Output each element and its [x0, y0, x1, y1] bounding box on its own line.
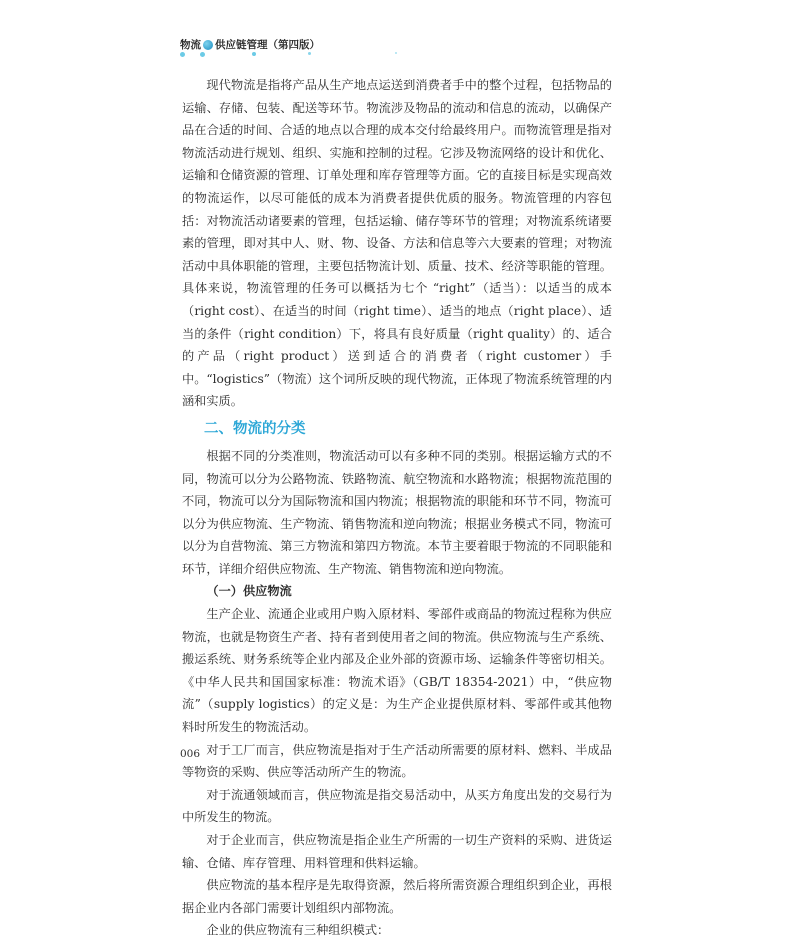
- section-heading: 二、物流的分类: [204, 420, 306, 437]
- subsection-paragraph: 对于工厂而言，供应物流是指对于生产活动所需要的原材料、燃料、半成品等物资的采购、供应等活动所产生的物流。: [182, 742, 612, 780]
- dot-icon: [308, 52, 311, 55]
- subsection-heading: （一）供应物流: [206, 584, 292, 599]
- globe-icon: [203, 40, 213, 50]
- dot-icon: [180, 52, 185, 57]
- running-head-part1: 物流: [180, 39, 201, 51]
- subsection-paragraph: 生产企业、流通企业或用户购入原材料、零部件或商品的物流过程称为供应物流，也就是物资生产者、持有者到使用者之间的物流。供应物流与生产系统、搬运系统、财务系统等企业内部及企业外部的资源市场、运输条件等密切相关。《中华人民共和国国家标准：物流术语》（GB/T 18354-2021）中，“供应物流”（supply logistics）的定义是：为生产企业提供原材料、零部件或其他物料时所发生的物流活动。: [182, 607, 612, 735]
- dot-icon: [252, 52, 256, 56]
- section-paragraph: 根据不同的分类准则，物流活动可以有多种不同的类别。根据运输方式的不同，物流可以分为公路物流、铁路物流、航空物流和水路物流；根据物流范围的不同，物流可以分为国际物流和国内物流；根据物流的职能和环节不同，物流可以分为供应物流、生产物流、销售物流和逆向物流；根据业务模式不同，物流可以分为自营物流、第三方物流和第四方物流。本节主要着眼于物流的不同职能和环节，详细介绍供应物流、生产物流、销售物流和逆向物流。: [182, 448, 612, 576]
- page-body: [182, 74, 612, 942]
- page-number: 006: [180, 748, 201, 760]
- running-head: [180, 37, 320, 52]
- running-head-part2: 供应链管理（第四版）: [215, 39, 320, 51]
- subsection-paragraph: 企业的供应物流有三种组织模式：: [206, 923, 390, 938]
- subsection-paragraph: 对于流通领域而言，供应物流是指交易活动中，从买方角度出发的交易行为中所发生的物流。: [182, 787, 612, 825]
- subsection-paragraph: 对于企业而言，供应物流是指企业生产所需的一切生产资料的采购、进货运输、仓储、库存管理、用料管理和供料运输。: [182, 833, 612, 870]
- intro-paragraph: 现代物流是指将产品从生产地点运送到消费者手中的整个过程，包括物品的运输、存储、包装、配送等环节。物流涉及物品的流动和信息的流动，以确保产品在合适的时间、合适的地点以合理的成本交付给最终用户。而物流管理是指对物流活动进行规划、组织、实施和控制的过程。它涉及物流网络的设计和优化、运输和仓储资源的管理、订单处理和库存管理等方面。它的直接目标是实现高效的物流运作，以尽可能低的成本为消费者提供优质的服务。物流管理的内容包括：对物流活动诸要素的管理，包括运输、储存等环节的管理；对物流系统诸要素的管理，即对其中人、财、物、设备、方法和信息等六大要素的管理；对物流活动中具体职能的管理，主要包括物流计划、质量、技术、经济等职能的管理。具体来说，物流管理的任务可以概括为七个 “right”（适当）：以适当的成本（right cost）、在适当的时间（right time）、适当的地点（right place）、适当的条件（right condition）下，将具有良好质量（right quality）的、适合的产品（right product）送到适合的消费者（right customer）手中。“logistics”（物流）这个词所反映的现代物流，正体现了物流系统管理的内涵和实质。: [182, 78, 612, 409]
- decorative-dots: [180, 52, 410, 58]
- dot-icon: [395, 52, 397, 54]
- subsection-paragraph: 供应物流的基本程序是先取得资源，然后将所需资源合理组织到企业，再根据企业内各部门需要计划组织内部物流。: [182, 878, 612, 915]
- dot-icon: [200, 52, 205, 57]
